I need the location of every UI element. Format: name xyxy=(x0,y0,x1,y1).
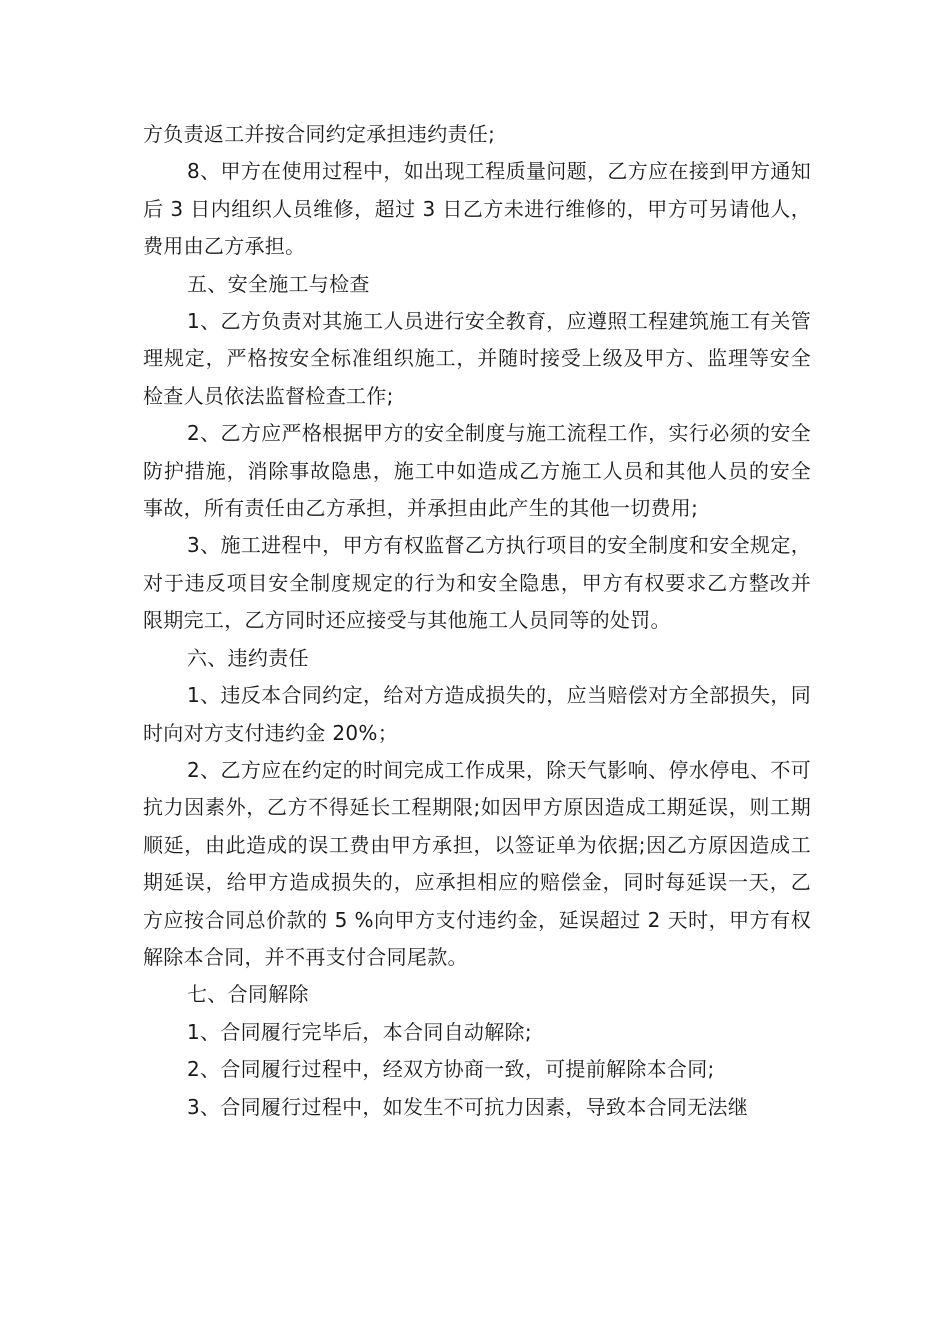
paragraph-1: 方负责返工并按合同约定承担违约责任; xyxy=(143,122,496,146)
paragraph-12: 2、合同履行过程中，经双方协商一致，可提前解除本合同; xyxy=(187,1057,715,1082)
paragraph-13: 3、合同履行过程中，如发生不可抗力因素，导致本合同无法继 xyxy=(187,1094,749,1119)
paragraph-2: 8、甲方在使用过程中，如出现工程质量问题，乙方应在接到甲方通知后 3 日内组织人员维修，超过 3 日乙方未进行维修的，甲方可另请他人，费用由乙方承担。 xyxy=(143,159,811,259)
paragraph-5: 2、乙方应严格根据甲方的安全制度与施工流程工作，实行必须的安全防护措施，消除事故隐患，施工中如造成乙方施工人员和其他人员的安全事故，所有责任由乙方承担，并承担由此产生的其他一切费用; xyxy=(143,421,811,521)
paragraph-4: 1、乙方负责对其施工人员进行安全教育，应遵照工程建筑施工有关管理规定，严格按安全标准组织施工，并随时接受上级及甲方、监理等安全检查人员依法监督检查工作; xyxy=(143,309,811,408)
paragraph-9: 2、乙方应在约定的时间完成工作成果，除天气影响、停水停电、不可抗力因素外，乙方不得延长工程期限;如因甲方原因造成工期延误，则工期顺延，由此造成的误工费由甲方承担，以签证单为依据;因乙方原因造成工期延误，给甲方造成损失的，应承担相应的赔偿金，同时每延误一天，乙方应按合同总价款的 5 %向甲方支付违约金，延误超过 2 天时，甲方有权解除本合同，并不再支付合同尾款。 xyxy=(143,757,811,969)
section-heading-6: 六、违约责任 xyxy=(187,645,309,670)
paragraph-6: 3、施工进程中，甲方有权监督乙方执行项目的安全制度和安全规定，对于违反项目安全制度规定的行为和安全隐患，甲方有权要求乙方整改并限期完工，乙方同时还应接受与其他施工人员同等的处罚。 xyxy=(143,533,811,633)
document-body xyxy=(143,116,811,1126)
paragraph-11: 1、合同履行完毕后，本合同自动解除; xyxy=(187,1019,532,1044)
paragraph-8: 1、违反本合同约定，给对方造成损失的，应当赔偿对方全部损失，同时向对方支付违约金 20%； xyxy=(143,683,811,745)
section-heading-7: 七、合同解除 xyxy=(187,982,309,1007)
section-heading-5: 五、安全施工与检查 xyxy=(187,271,370,296)
